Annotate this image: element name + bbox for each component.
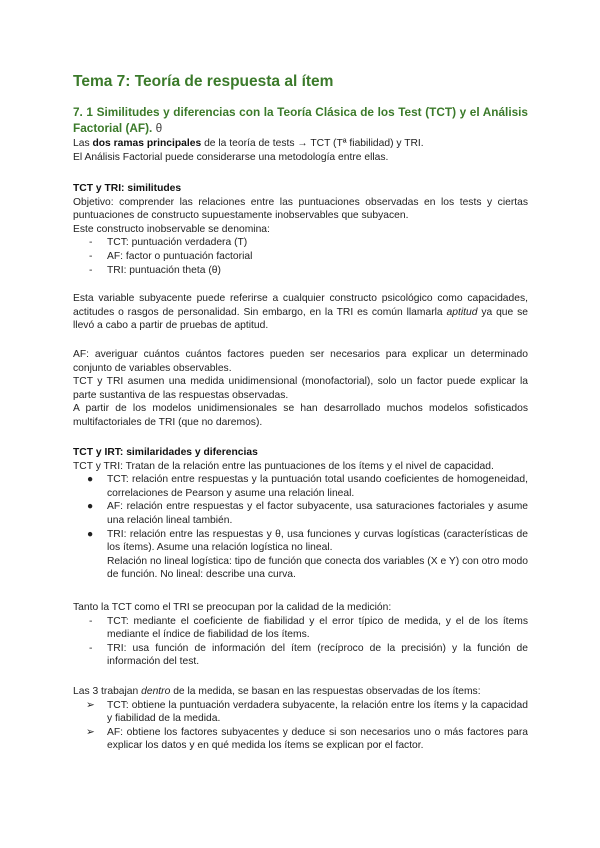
list-item: - TCT: mediante el coeficiente de fiabilidad y el error típico de medida, y el de los ítems mediante el índice de fiabilidad de los ítems.: [89, 615, 528, 641]
unidimensional-paragraph: TCT y TRI asumen una medida unidimensional (monofactorial), solo un factor puede explicar la parte sustantiva de las respuestas observadas.: [73, 376, 528, 401]
list-item: - TCT: puntuación verdadera (T): [89, 237, 248, 249]
calidad-section: [73, 601, 528, 669]
tri-note: Relación no lineal logística: tipo de función que conecta dos variables (X e Y) con otro modo de función. No lineal: describe una curva.: [107, 555, 528, 581]
intro-line-2: El Análisis Factorial puede considerarse una metodología entre ellas.: [73, 151, 389, 163]
tres-intro: Las 3 trabajan dentro de la medida, se basan en las respuestas observadas de los ítems:: [73, 686, 481, 697]
construct-intro: Este constructo inobservable se denomina:: [73, 223, 270, 235]
theta-symbol: θ: [155, 121, 163, 135]
construct-list: [73, 236, 528, 277]
af-paragraph: AF: averiguar cuántos cuántos factores pueden ser necesarios para explicar un determinado conjunto de variables observables.: [73, 349, 528, 374]
intro-line: Las dos ramas principales de la teoría de tests → TCT (Tª fiabilidad) y TRI.: [73, 138, 424, 149]
similitudes-heading: TCT y TRI: similitudes: [73, 183, 182, 194]
diferencias-heading: TCT y IRT: similaridades y diferencias: [73, 447, 258, 458]
objective-paragraph: Objetivo: comprender las relaciones entre las puntuaciones observadas en los tests y ciertas puntuaciones de constructo supuestamente inobservables que subyacen.: [73, 196, 528, 222]
multifactorial-paragraph: A partir de los modelos unidimensionales se han desarrollado muchos modelos sofisticados multifactoriales de TRI (que no daremos).: [73, 403, 528, 428]
calidad-intro: Tanto la TCT como el TRI se preocupan por la calidad de la medición:: [73, 602, 392, 613]
diferencias-section: [73, 446, 528, 582]
intro-block: [73, 137, 528, 164]
relation-list: [73, 473, 528, 582]
list-item: - TRI: usa función de información del ítem (recíproco de la precisión) y la función de información del test.: [89, 642, 528, 668]
tres-section: [73, 685, 528, 753]
aptitud-paragraph: Esta variable subyacente puede referirse a cualquier constructo psicológico como capacidades, actitudes o rasgos de personalidad. Sin embargo, en la TRI es común llamarla aptitud ya que se llevó a cabo a partir de pruebas de aptitud.: [73, 293, 528, 332]
list-item: ● TRI: relación entre las respuestas y θ, usa funciones y curvas logísticas (características de los ítems). Asume una relación logística no lineal. Relación no lineal logística: tipo de función que conecta dos variables (X e Y) con otro modo de función. No lineal: describe una curva.: [87, 528, 528, 581]
diferencias-intro: TCT y TRI: Tratan de la relación entre las puntuaciones de los ítems y el nivel de capacidad.: [73, 460, 494, 472]
list-item: - AF: factor o puntuación factorial: [89, 250, 253, 262]
list-item: ● AF: relación entre respuestas y el factor subyacente, usa saturaciones factoriales y asume una relación lineal también.: [87, 501, 528, 526]
list-item: ➢ TCT: obtiene la puntuación verdadera subyacente, la relación entre los ítems y la capacidad y fiabilidad de la medida.: [86, 699, 528, 725]
section-heading: 7. 1 Similitudes y diferencias con la Teoría Clásica de los Test (TCT) y el Análisis Factorial (AF). θ: [73, 105, 528, 135]
list-item: - TRI: puntuación theta (θ): [89, 264, 221, 276]
list-item: ➢ AF: obtiene los factores subyacentes y deduce si son necesarios uno o más factores para explicar los datos y en qué medida los ítems se explican por el factor.: [86, 726, 528, 752]
list-item: ● TCT: relación entre respuestas y la puntuación total usando coeficientes de homogeneidad, correlaciones de Pearson y asume una relación lineal.: [87, 474, 528, 499]
calidad-list: [73, 615, 528, 669]
tres-list: [73, 699, 528, 753]
af-block: [73, 348, 528, 430]
similitudes-section: [73, 182, 528, 277]
section-header: [73, 104, 528, 136]
page-title: Tema 7: Teoría de respuesta al ítem: [73, 73, 334, 90]
